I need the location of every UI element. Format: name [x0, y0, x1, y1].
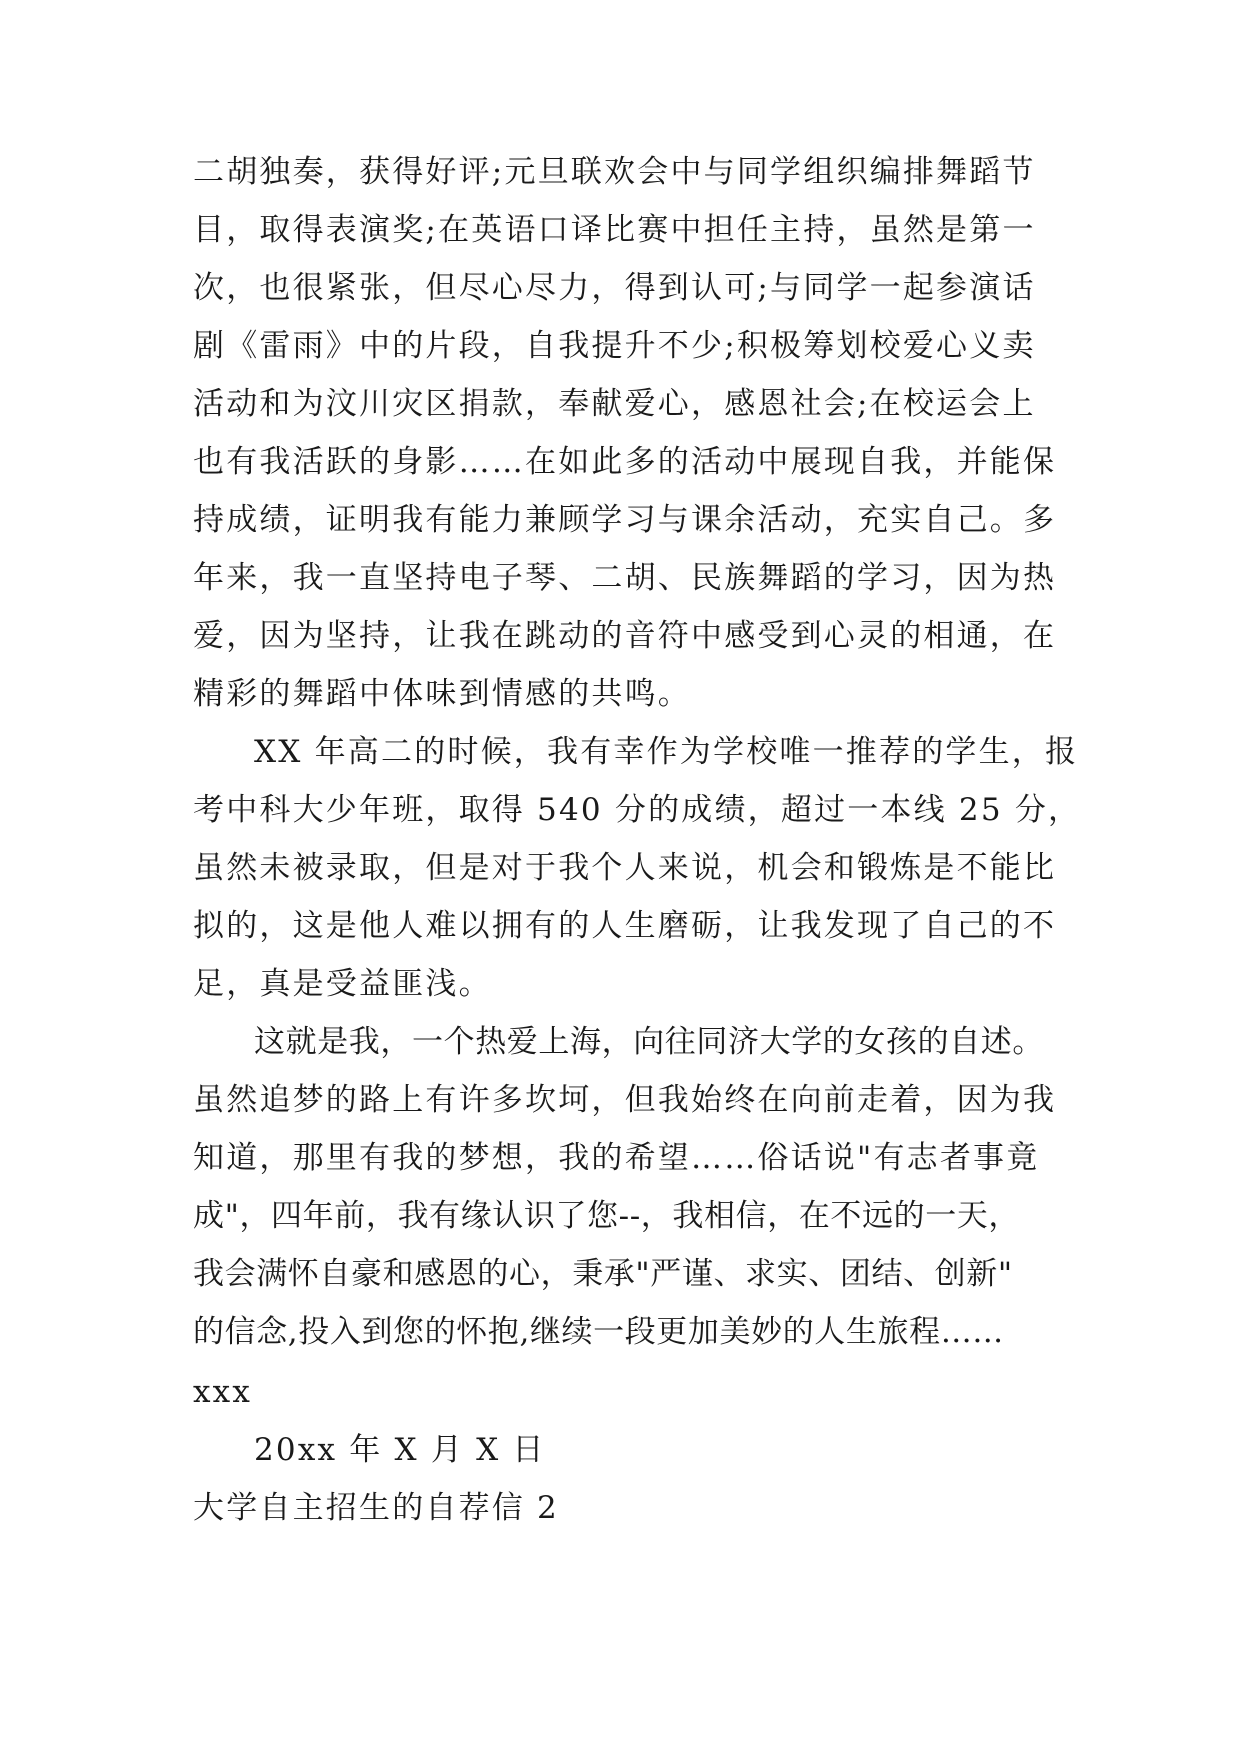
text-line: 持成绩，证明我有能力兼顾学习与课余活动，充实自己。多	[193, 502, 1057, 538]
text-line: 足，真是受益匪浅。	[193, 966, 492, 1002]
date-line: 20xx 年 X 月 X 日	[254, 1432, 546, 1468]
signature: xxx	[193, 1374, 253, 1410]
text-line: 我会满怀自豪和感恩的心，秉承"严谨、求实、团结、创新"	[193, 1256, 1013, 1292]
text-line: 考中科大少年班，取得 540 分的成绩，超过一本线 25 分，	[193, 792, 1082, 828]
text-line: 次，也很紧张，但尽心尽力，得到认可;与同学一起参演话	[193, 270, 1036, 306]
paragraph-start-line: 这就是我，一个热爱上海，向往同济大学的女孩的自述。	[254, 1024, 1044, 1060]
text-line: 剧《雷雨》中的片段，自我提升不少;积极筹划校爱心义卖	[193, 328, 1036, 364]
text-line: 活动和为汶川灾区捐款，奉献爱心，感恩社会;在校运会上	[193, 386, 1036, 422]
text-line: 爱，因为坚持，让我在跳动的音符中感受到心灵的相通，在	[193, 618, 1057, 654]
text-line: 也有我活跃的身影……在如此多的活动中展现自我，并能保	[193, 444, 1057, 480]
text-line: 虽然追梦的路上有许多坎坷，但我始终在向前走着，因为我	[193, 1082, 1057, 1118]
text-line: 虽然未被录取，但是对于我个人来说，机会和锻炼是不能比	[193, 850, 1057, 886]
text-line: 拟的，这是他人难以拥有的人生磨砺，让我发现了自己的不	[193, 908, 1057, 944]
text-line: 成"，四年前，我有缘认识了您--，我相信，在不远的一天，	[193, 1198, 1021, 1234]
section-title: 大学自主招生的自荐信 2	[193, 1490, 559, 1526]
text-line: 年来，我一直坚持电子琴、二胡、民族舞蹈的学习，因为热	[193, 560, 1057, 596]
text-line: 的信念,投入到您的怀抱,继续一段更加美妙的人生旅程……	[193, 1314, 1004, 1350]
paragraph-start-line: XX 年高二的时候，我有幸作为学校唯一推荐的学生，报	[254, 734, 1079, 770]
text-line: 精彩的舞蹈中体味到情感的共鸣。	[193, 676, 691, 712]
text-line: 二胡独奏，获得好评;元旦联欢会中与同学组织编排舞蹈节	[193, 154, 1036, 190]
text-line: 知道，那里有我的梦想，我的希望……俗话说"有志者事竟	[193, 1140, 1040, 1176]
text-line: 目，取得表演奖;在英语口译比赛中担任主持，虽然是第一	[193, 212, 1036, 248]
